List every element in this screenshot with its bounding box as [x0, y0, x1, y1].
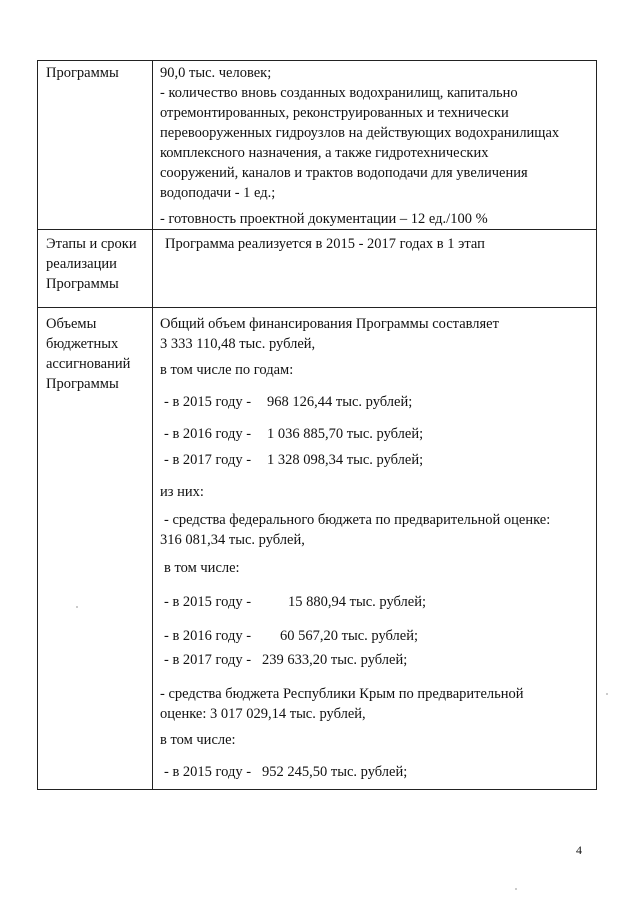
- row-label: бюджетных: [46, 336, 119, 352]
- row-label: ассигнований: [46, 356, 131, 372]
- row-value-cell: [153, 308, 597, 790]
- page-number: 4: [576, 843, 582, 857]
- text-line: сооружений, каналов и трактов водоподачи для увеличения: [160, 165, 528, 181]
- year-amount-line: [160, 592, 590, 612]
- year-label: - в 2015 году -: [164, 394, 252, 410]
- amount-value: 968 126,44 тыс. рублей;: [267, 394, 413, 410]
- amount-value: 1 036 885,70 тыс. рублей;: [267, 426, 424, 442]
- row-label: Этапы и сроки: [46, 236, 137, 252]
- year-amount-line: [160, 424, 590, 444]
- row-label: Программы: [46, 276, 119, 292]
- year-label: - в 2017 году -: [164, 652, 252, 668]
- text-line: - средства федерального бюджета по предварительной оценке:: [164, 512, 551, 528]
- amount-value: 952 245,50 тыс. рублей;: [262, 764, 408, 780]
- passport-table: [37, 60, 597, 790]
- table-row: [38, 308, 597, 790]
- row-label: Объемы: [46, 316, 97, 332]
- year-label: - в 2016 году -: [164, 426, 252, 442]
- text-line: 316 081,34 тыс. рублей,: [160, 532, 305, 548]
- amount-value: 60 567,20 тыс. рублей;: [280, 628, 418, 644]
- scan-speck: [606, 693, 608, 695]
- year-label: - в 2016 году -: [164, 628, 252, 644]
- amount-value: 1 328 098,34 тыс. рублей;: [267, 452, 424, 468]
- text-line: Общий объем финансирования Программы составляет: [160, 316, 499, 332]
- table-row: [38, 61, 597, 230]
- text-line: в том числе:: [164, 560, 240, 576]
- text-line: Программа реализуется в 2015 - 2017 годах в 1 этап: [165, 236, 485, 252]
- row-label-cell: [38, 308, 153, 790]
- text-line: водоподачи - 1 ед.;: [160, 185, 276, 201]
- text-line: 3 333 110,48 тыс. рублей,: [160, 336, 316, 352]
- text-line: - количество вновь созданных водохранилищ, капитально: [160, 85, 518, 101]
- year-amount-line: [160, 626, 590, 646]
- row-label: Программы: [46, 376, 119, 392]
- year-amount-line: [160, 450, 590, 470]
- text-line: 90,0 тыс. человек;: [160, 65, 272, 81]
- row-value-cell: [153, 61, 597, 230]
- year-amount-line: [160, 650, 590, 670]
- text-line: в том числе:: [160, 732, 236, 748]
- row-label-cell: [38, 61, 153, 230]
- text-line: - средства бюджета Республики Крым по предварительной: [160, 686, 524, 702]
- text-line: перевооруженных гидроузлов на действующих водохранилищах: [160, 125, 560, 141]
- year-amount-line: [160, 392, 590, 412]
- amount-value: 239 633,20 тыс. рублей;: [262, 652, 408, 668]
- year-label: - в 2017 году -: [164, 452, 252, 468]
- scan-speck: [76, 606, 78, 608]
- table-row: [38, 230, 597, 308]
- text-line: - готовность проектной документации – 12 ед./100 %: [160, 211, 488, 227]
- row-label-cell: [38, 230, 153, 308]
- row-value-cell: [153, 230, 597, 308]
- text-line: из них:: [160, 484, 204, 500]
- text-line: оценке: 3 017 029,14 тыс. рублей,: [160, 706, 366, 722]
- text-line: отремонтированных, реконструированных и технически: [160, 105, 509, 121]
- year-amount-line: [160, 762, 590, 782]
- year-label: - в 2015 году -: [164, 594, 252, 610]
- text-line: комплексного назначения, а также гидротехнических: [160, 145, 489, 161]
- row-label: Программы: [46, 65, 119, 81]
- amount-value: 15 880,94 тыс. рублей;: [288, 594, 426, 610]
- year-label: - в 2015 году -: [164, 764, 252, 780]
- row-label: реализации: [46, 256, 117, 272]
- text-line: в том числе по годам:: [160, 362, 294, 378]
- scan-speck: [515, 888, 517, 890]
